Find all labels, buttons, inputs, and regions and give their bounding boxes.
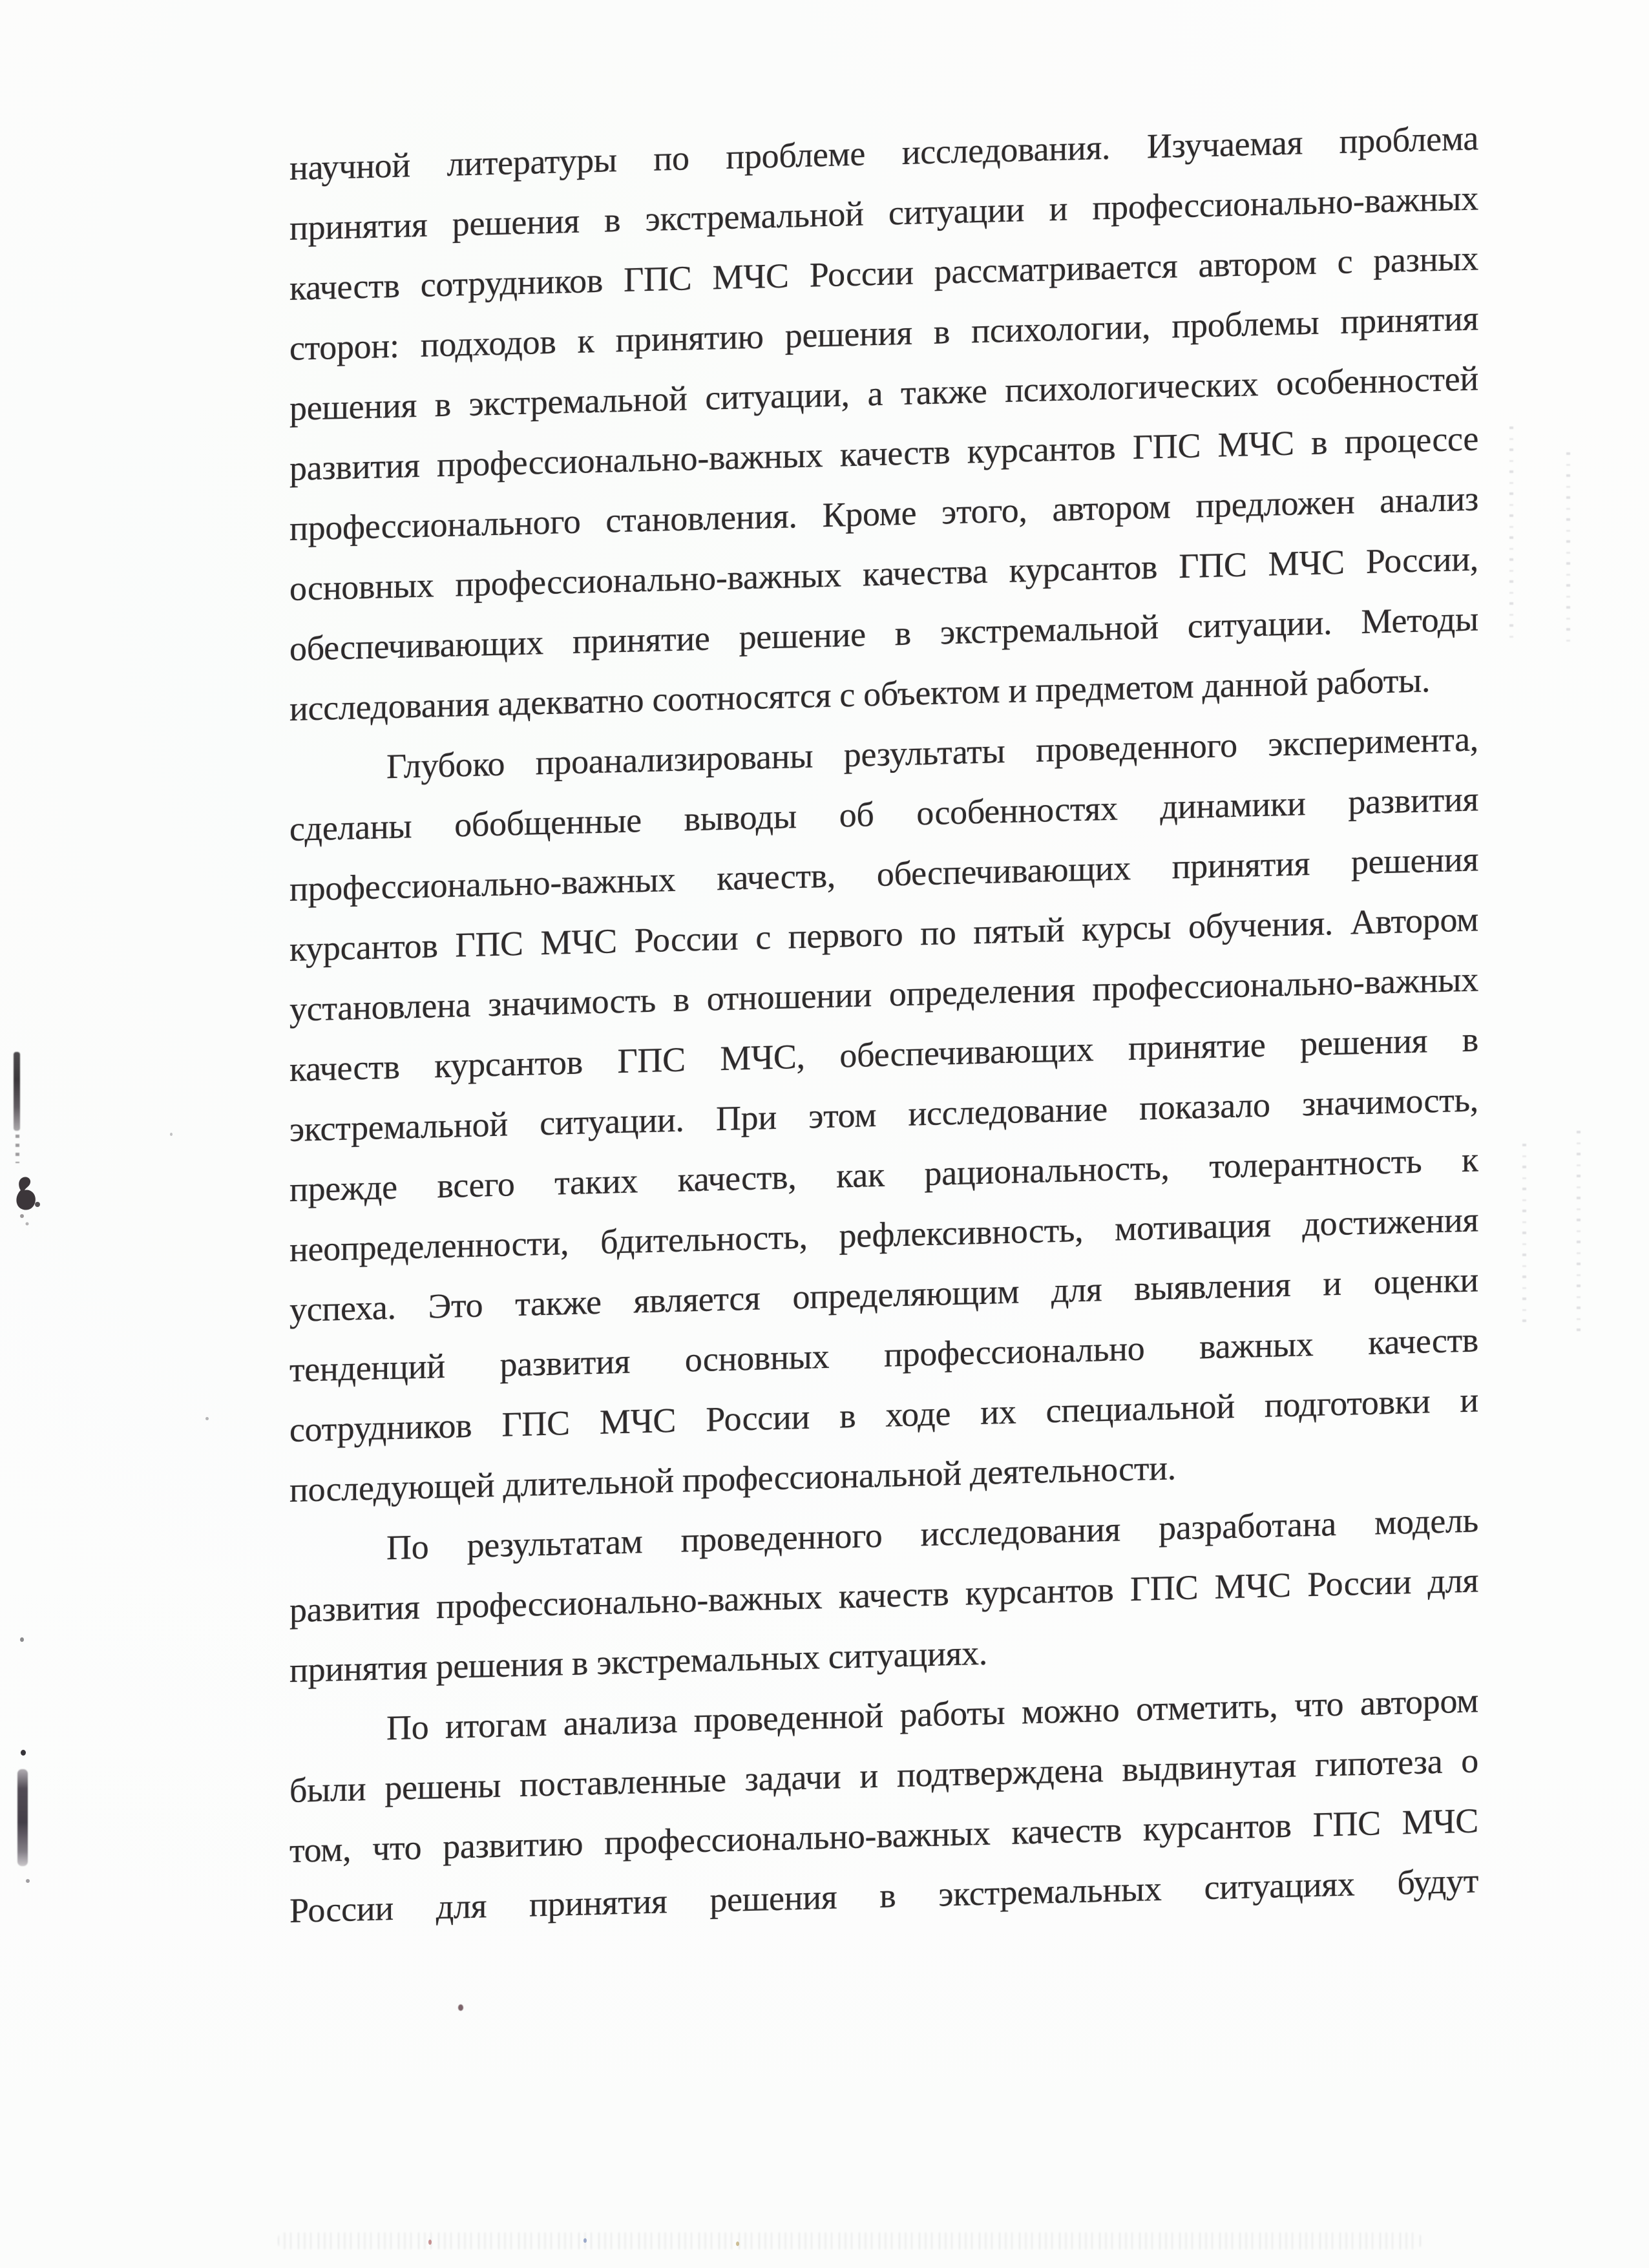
scan-noise-band: [278, 2232, 1422, 2249]
text-line: успеха. Это также является определяющим для выявления и оценки: [289, 1260, 1478, 1329]
text-line: установлена значимость в отношении определения профессионально-важных: [289, 960, 1478, 1029]
text-line: развития профессионально-важных качеств курсантов ГПС МЧС России для: [289, 1560, 1478, 1630]
text-line: последующей длительной профессиональной деятельности.: [289, 1448, 1176, 1509]
ink-dot-artifact: [20, 1637, 24, 1642]
ink-blob-artifact: [14, 1176, 43, 1230]
ink-dot-artifact: [205, 1417, 209, 1420]
text-line: профессионального становления. Кроме этого, автором предложен анализ: [289, 479, 1478, 548]
ink-streak-artifact: [14, 1052, 20, 1131]
text-line: тенденций развития основных профессионально важных качеств: [289, 1320, 1478, 1389]
text-line: качеств сотрудников ГПС МЧС России рассматривается автором с разных: [289, 238, 1478, 308]
text-line: принятия решения в экстремальной ситуации и профессионально-важных: [289, 178, 1478, 247]
text-line: сделаны обобщенные выводы об особенностях динамики развития: [289, 779, 1478, 848]
text-line: экстремальной ситуации. При этом исследование показало значимость,: [289, 1080, 1478, 1149]
text-line: По итогам анализа проведенной работы можно отметить, что автором: [386, 1681, 1478, 1748]
text-line: прежде всего таких качеств, как рациональность, толерантность к: [289, 1140, 1478, 1209]
ink-dot-artifact: [21, 1750, 26, 1756]
text-line: обеспечивающих принятие решение в экстремальной ситуации. Методы: [289, 599, 1478, 668]
text-line: были решены поставленные задачи и подтверждена выдвинутая гипотеза о: [289, 1741, 1478, 1810]
text-line: Глубоко проанализированы результаты проведенного эксперимента,: [386, 719, 1478, 786]
text-line: развития профессионально-важных качеств курсантов ГПС МЧС в процессе: [289, 419, 1478, 488]
text-line: основных профессионально-важных качества курсантов ГПС МЧС России,: [289, 539, 1478, 608]
text-line: По результатам проведенного исследования разработана модель: [386, 1500, 1478, 1568]
text-line: России для принятия решения в экстремальных ситуациях будут: [289, 1861, 1478, 1930]
scan-color-speck: [428, 2240, 432, 2245]
text-line: том, что развитию профессионально-важных качеств курсантов ГПС МЧС: [289, 1801, 1478, 1870]
scan-color-speck: [583, 2238, 587, 2243]
ink-dot-artifact: [26, 1879, 30, 1883]
scan-noise-column: [1577, 1131, 1581, 1331]
text-line: качеств курсантов ГПС МЧС, обеспечивающих принятие решения в: [289, 1020, 1478, 1089]
scan-noise-column: [1566, 452, 1570, 646]
scan-color-speck: [736, 2242, 739, 2246]
scan-noise-column: [1522, 1144, 1526, 1331]
ink-dot-artifact: [170, 1133, 173, 1136]
text-line: сторон: подходов к принятию решения в психологии, проблемы принятия: [289, 299, 1478, 368]
text-line: решения в экстремальной ситуации, а также психологических особенностей: [289, 359, 1478, 428]
ink-streak-artifact-2: [17, 1769, 28, 1866]
document-text-block: [289, 108, 1478, 1941]
text-line: принятия решения в экстремальных ситуациях.: [289, 1633, 988, 1690]
text-line: курсантов ГПС МЧС России с первого по пятый курсы обучения. Автором: [289, 899, 1478, 969]
text-line: профессионально-важных качеств, обеспечивающих принятия решения: [289, 839, 1478, 908]
text-line: научной литературы по проблеме исследования. Изучаемая проблема: [289, 118, 1478, 187]
text-line: неопределенности, бдительность, рефлексивность, мотивация достижения: [289, 1200, 1478, 1269]
scan-noise-column: [1509, 426, 1513, 646]
ink-streak-tail-artifact: [16, 1135, 19, 1163]
text-line: сотрудников ГПС МЧС России в ходе их специальной подготовки и: [289, 1380, 1478, 1449]
text-line: исследования адекватно соотносятся с объектом и предметом данной работы.: [289, 660, 1431, 728]
ink-dot-artifact: [458, 2004, 463, 2011]
